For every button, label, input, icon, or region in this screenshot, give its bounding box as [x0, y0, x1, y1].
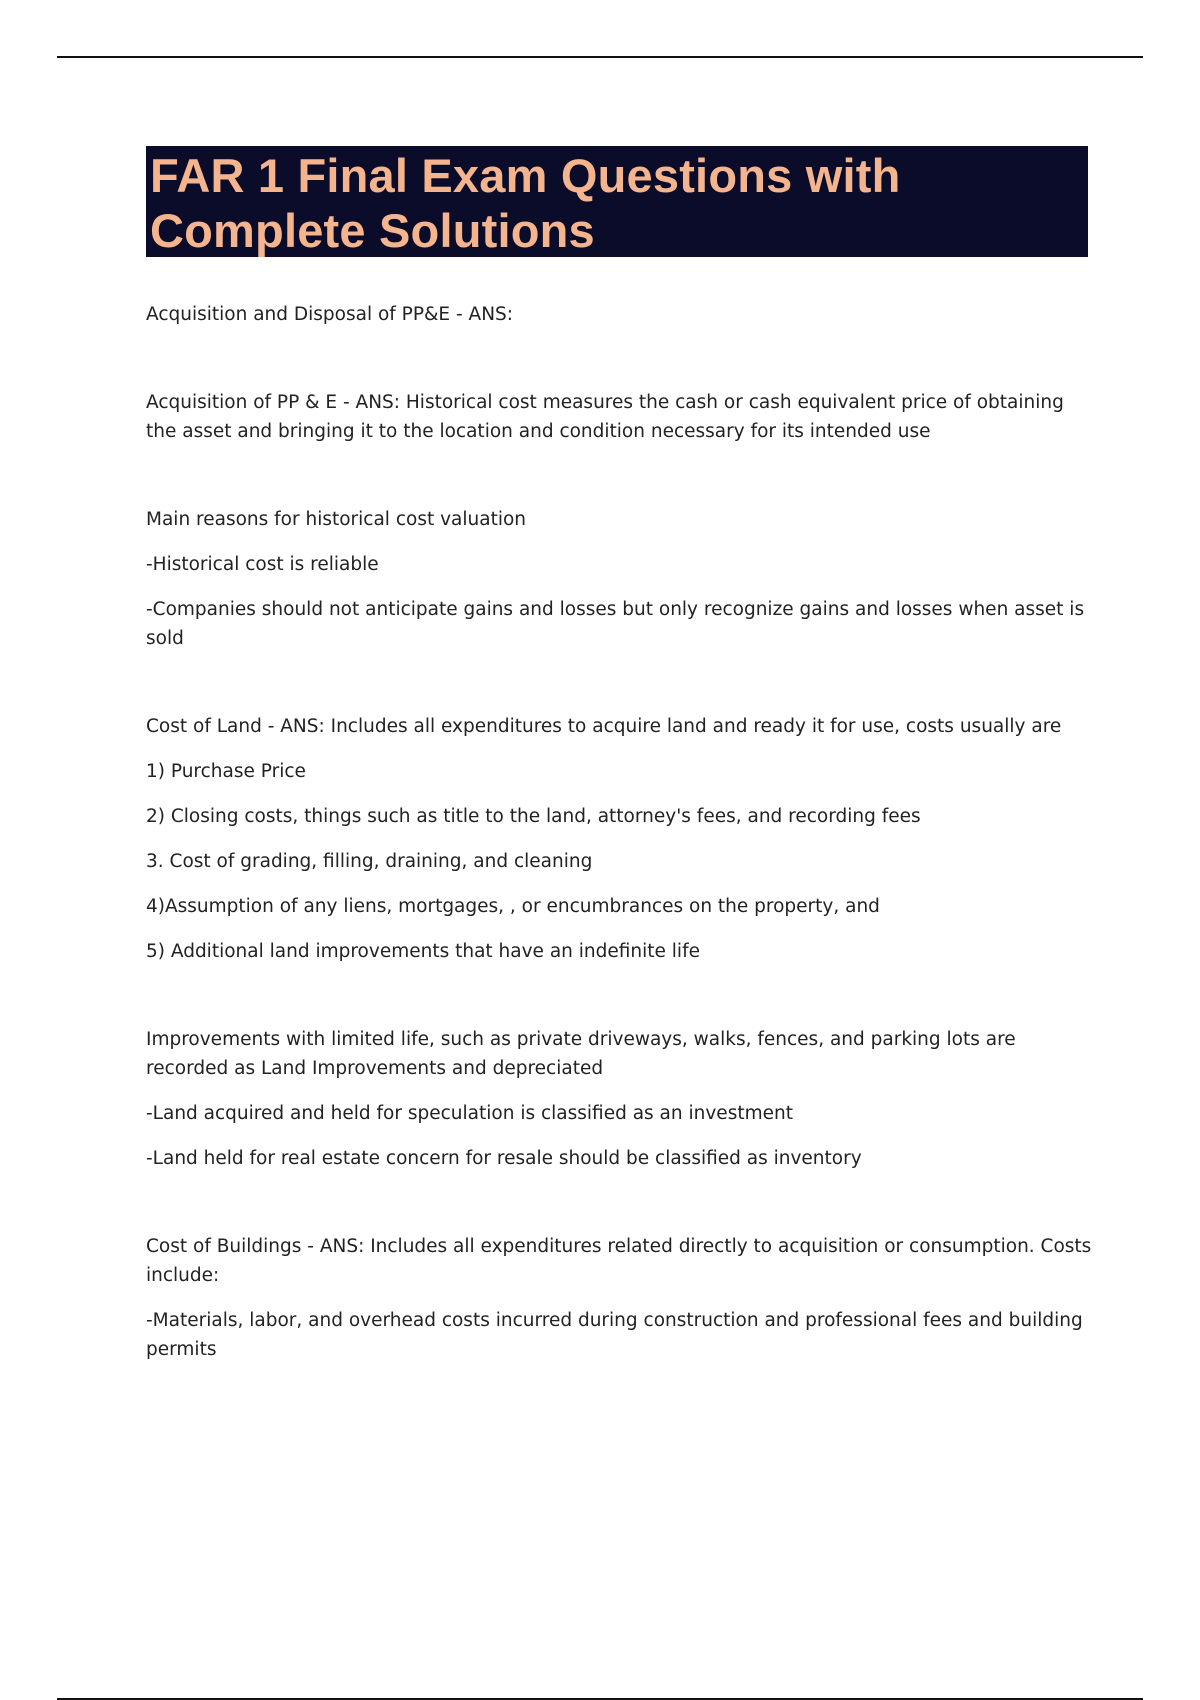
paragraph: Cost of Land - ANS: Includes all expenditures to acquire land and ready it for use, costs usually are [146, 716, 1062, 737]
list-item: -Land acquired and held for speculation is classified as an investment [146, 1103, 793, 1124]
section-cost-of-buildings [146, 1232, 1096, 1364]
paragraph: Acquisition of PP & E - ANS: Historical cost measures the cash or cash equivalent price of obtaining the asset and bringing it to the location and condition necessary for its intended use [146, 392, 1064, 442]
title-banner [146, 146, 1088, 257]
list-item: -Land held for real estate concern for resale should be classified as inventory [146, 1148, 862, 1169]
list-item: 3. Cost of grading, filling, draining, and cleaning [146, 851, 593, 872]
section-acquisition-ppe [146, 388, 1096, 446]
list-item: -Historical cost is reliable [146, 554, 379, 575]
title-line-1: FAR 1 Final Exam Questions with [150, 149, 901, 202]
list-item: 2) Closing costs, things such as title to the land, attorney's fees, and recording fees [146, 806, 921, 827]
list-item: -Companies should not anticipate gains and losses but only recognize gains and losses when asset is sold [146, 599, 1085, 649]
paragraph: Main reasons for historical cost valuation [146, 509, 527, 530]
paragraph: Improvements with limited life, such as private driveways, walks, fences, and parking lots are recorded as Land Improvements and depreciated [146, 1029, 1016, 1079]
list-item: -Materials, labor, and overhead costs incurred during construction and professional fees and building permits [146, 1310, 1083, 1360]
paragraph: Cost of Buildings - ANS: Includes all expenditures related directly to acquisition or consumption. Costs include: [146, 1236, 1092, 1286]
title-line-2: Complete Solutions [150, 204, 595, 257]
section-acquisition-disposal [146, 300, 1096, 329]
section-historical-cost-reasons [146, 505, 1096, 653]
section-land-improvements [146, 1025, 1096, 1173]
section-cost-of-land [146, 712, 1096, 966]
document-body [146, 300, 1096, 1423]
list-item: 5) Additional land improvements that have an indefinite life [146, 941, 700, 962]
top-rule [57, 56, 1143, 58]
document-title [150, 148, 1084, 258]
paragraph: Acquisition and Disposal of PP&E - ANS: [146, 304, 514, 325]
list-item: 4)Assumption of any liens, mortgages, , or encumbrances on the property, and [146, 896, 880, 917]
list-item: 1) Purchase Price [146, 761, 306, 782]
